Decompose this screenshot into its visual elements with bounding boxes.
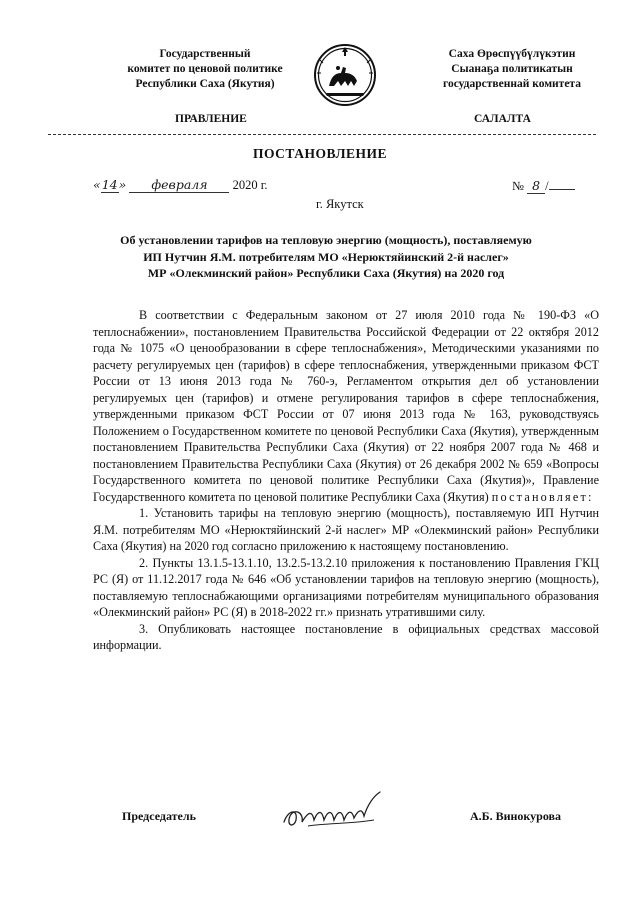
date-open-quote: « xyxy=(93,177,101,192)
coat-of-arms-sakha-icon xyxy=(313,43,377,107)
header-separator xyxy=(48,134,596,135)
date-month: февраля xyxy=(129,177,229,193)
preamble-text: В соответствии с Федеральным законом от 27 июля 2010 года № 190-ФЗ «О теплоснабжении», постановлением Правительства Российской Федерации от 22 октября 2012 года № 1075 «О ценообразовании в сфере теплоснабжения», Методическими указаниями по расчету регулируемых цен (тарифов) в сфере теплоснабжения, утвержденными приказом ФСТ России от 13 июня 2013 года № 760-э, Регламентом открытия дел об установлении регулируемых цен (тарифов) и отмене регулирования тарифов в сфере теплоснабжения, утвержденными приказом ФСТ России от 07 июня 2013 года № 163, руководствуясь Положением о Государственном комитете по ценовой Республики Саха (Якутия), утвержденным постановлением Правительства Республики Саха (Якутия) от 22 ноября 2007 года № 468 и постановлением Правительства Республики Саха (Якутия) от 26 декабря 2002 № 659 «Вопросы Государственного комитета по ценовой политике Республики Саха (Якутия)», Правление Государственного комитета по ценовой политике Республики Саха (Якутия) xyxy=(93,308,599,504)
number-slash: / xyxy=(545,179,549,193)
header-right xyxy=(412,47,612,92)
subject-line: МР «Олекминский район» Республики Саха (Якутия) на 2020 год xyxy=(147,266,505,280)
number-blank xyxy=(549,177,575,190)
item-paragraph: 3. Опубликовать настоящее постановление в официальных средствах массовой информации. xyxy=(93,621,599,652)
number-prefix: № xyxy=(512,179,524,193)
signatory-name: А.Б. Винокурова xyxy=(470,809,562,823)
signatory-position: Председатель xyxy=(122,809,196,823)
decree-body xyxy=(93,307,599,654)
item-paragraph: 2. Пункты 13.1.5-13.1.10, 13.2.5-13.2.10 приложения к постановлению Правления ГКЦ РС (Я) от 11.12.2017 года № 646 «Об установлении тарифов на тепловую энергию (мощность), поставляемую теплоснабжающими организациями потребителям муниципального образования «Олекминский район» РС (Я) в 2018-2022 гг.» признать утратившими силу. xyxy=(93,555,599,619)
subject-line: Об установлении тарифов на тепловую энергию (мощность), поставляемую xyxy=(120,233,532,247)
header-right-line: государственнай комитета xyxy=(443,78,581,90)
decree-word: постановляет: xyxy=(491,489,594,504)
date-year: 2020 г. xyxy=(232,178,268,192)
handwritten-signature xyxy=(278,786,388,836)
header-left-line: Государственный xyxy=(159,48,251,60)
number-value: 8 xyxy=(527,178,545,194)
board-label-ru: ПРАВЛЕНИЕ xyxy=(175,113,247,125)
item-paragraph: 1. Установить тарифы на тепловую энергию (мощность), поставляемую ИП Нутчин Я.М. потребителям МО «Нерюктяйинский 2-й наслег» МР «Олекминский район» Республики Саха (Якутия) на 2020 год согласно приложению к настоящему постановлению. xyxy=(93,506,599,553)
header-left-line: Республики Саха (Якутия) xyxy=(135,78,275,90)
header-right-line: Саха Өрөспүүбүлүкэтин xyxy=(448,48,576,60)
decree-date xyxy=(93,177,268,193)
date-day: 14 xyxy=(101,177,118,192)
date-close-quote: » xyxy=(118,177,127,192)
decree-subject xyxy=(106,232,546,282)
decree-number xyxy=(512,177,575,194)
city: г. Якутск xyxy=(316,197,364,211)
header-right-line: Сыанаҕа политикатын xyxy=(451,63,573,75)
header-left-line: комитет по ценовой политике xyxy=(127,63,283,75)
preamble-paragraph xyxy=(93,307,599,505)
document-title: ПОСТАНОВЛЕНИЕ xyxy=(252,146,388,161)
subject-line: ИП Нутчин Я.М. потребителям МО «Нерюктяйинский 2-й наслег» xyxy=(143,249,509,264)
header-left xyxy=(100,47,310,92)
board-label-sakha: САЛАЛТА xyxy=(474,113,531,125)
